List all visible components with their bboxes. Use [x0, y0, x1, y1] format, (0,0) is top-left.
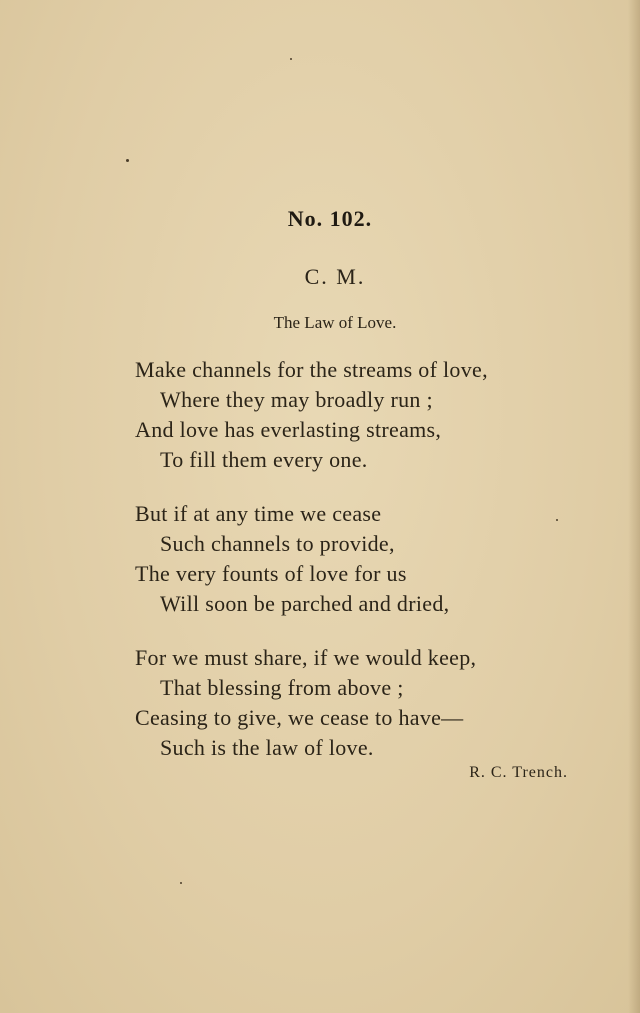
poem-line: To fill them every one.: [160, 447, 368, 472]
ink-speck: [290, 58, 292, 60]
poem-line: Will soon be parched and dried,: [160, 591, 450, 616]
stanza-1: [135, 355, 488, 475]
poem-line: The very founts of love for us: [135, 561, 407, 586]
stanza-3: [135, 643, 476, 763]
ink-speck: [126, 159, 129, 162]
attribution: R. C. Trench.: [469, 764, 568, 781]
stanza-2: [135, 499, 449, 619]
page-edge-shadow: [628, 0, 640, 1013]
poem-line: But if at any time we cease: [135, 501, 382, 526]
poem-title: The Law of Love.: [273, 313, 397, 332]
hymn-number: No. 102.: [287, 206, 373, 231]
ink-speck: [556, 519, 558, 521]
hymn-meter: C. M.: [304, 264, 366, 289]
ink-speck: [180, 882, 182, 884]
poem-line: And love has everlasting streams,: [135, 417, 442, 442]
poem-line: Such channels to provide,: [160, 531, 395, 556]
poem-line: For we must share, if we would keep,: [135, 645, 477, 670]
poem-line: Ceasing to give, we cease to have—: [135, 705, 464, 730]
poem-line: That blessing from above ;: [160, 675, 404, 700]
poem-line: Where they may broadly run ;: [160, 387, 433, 412]
poem-line: Make channels for the streams of love,: [135, 357, 488, 382]
poem-line: Such is the law of love.: [160, 735, 374, 760]
